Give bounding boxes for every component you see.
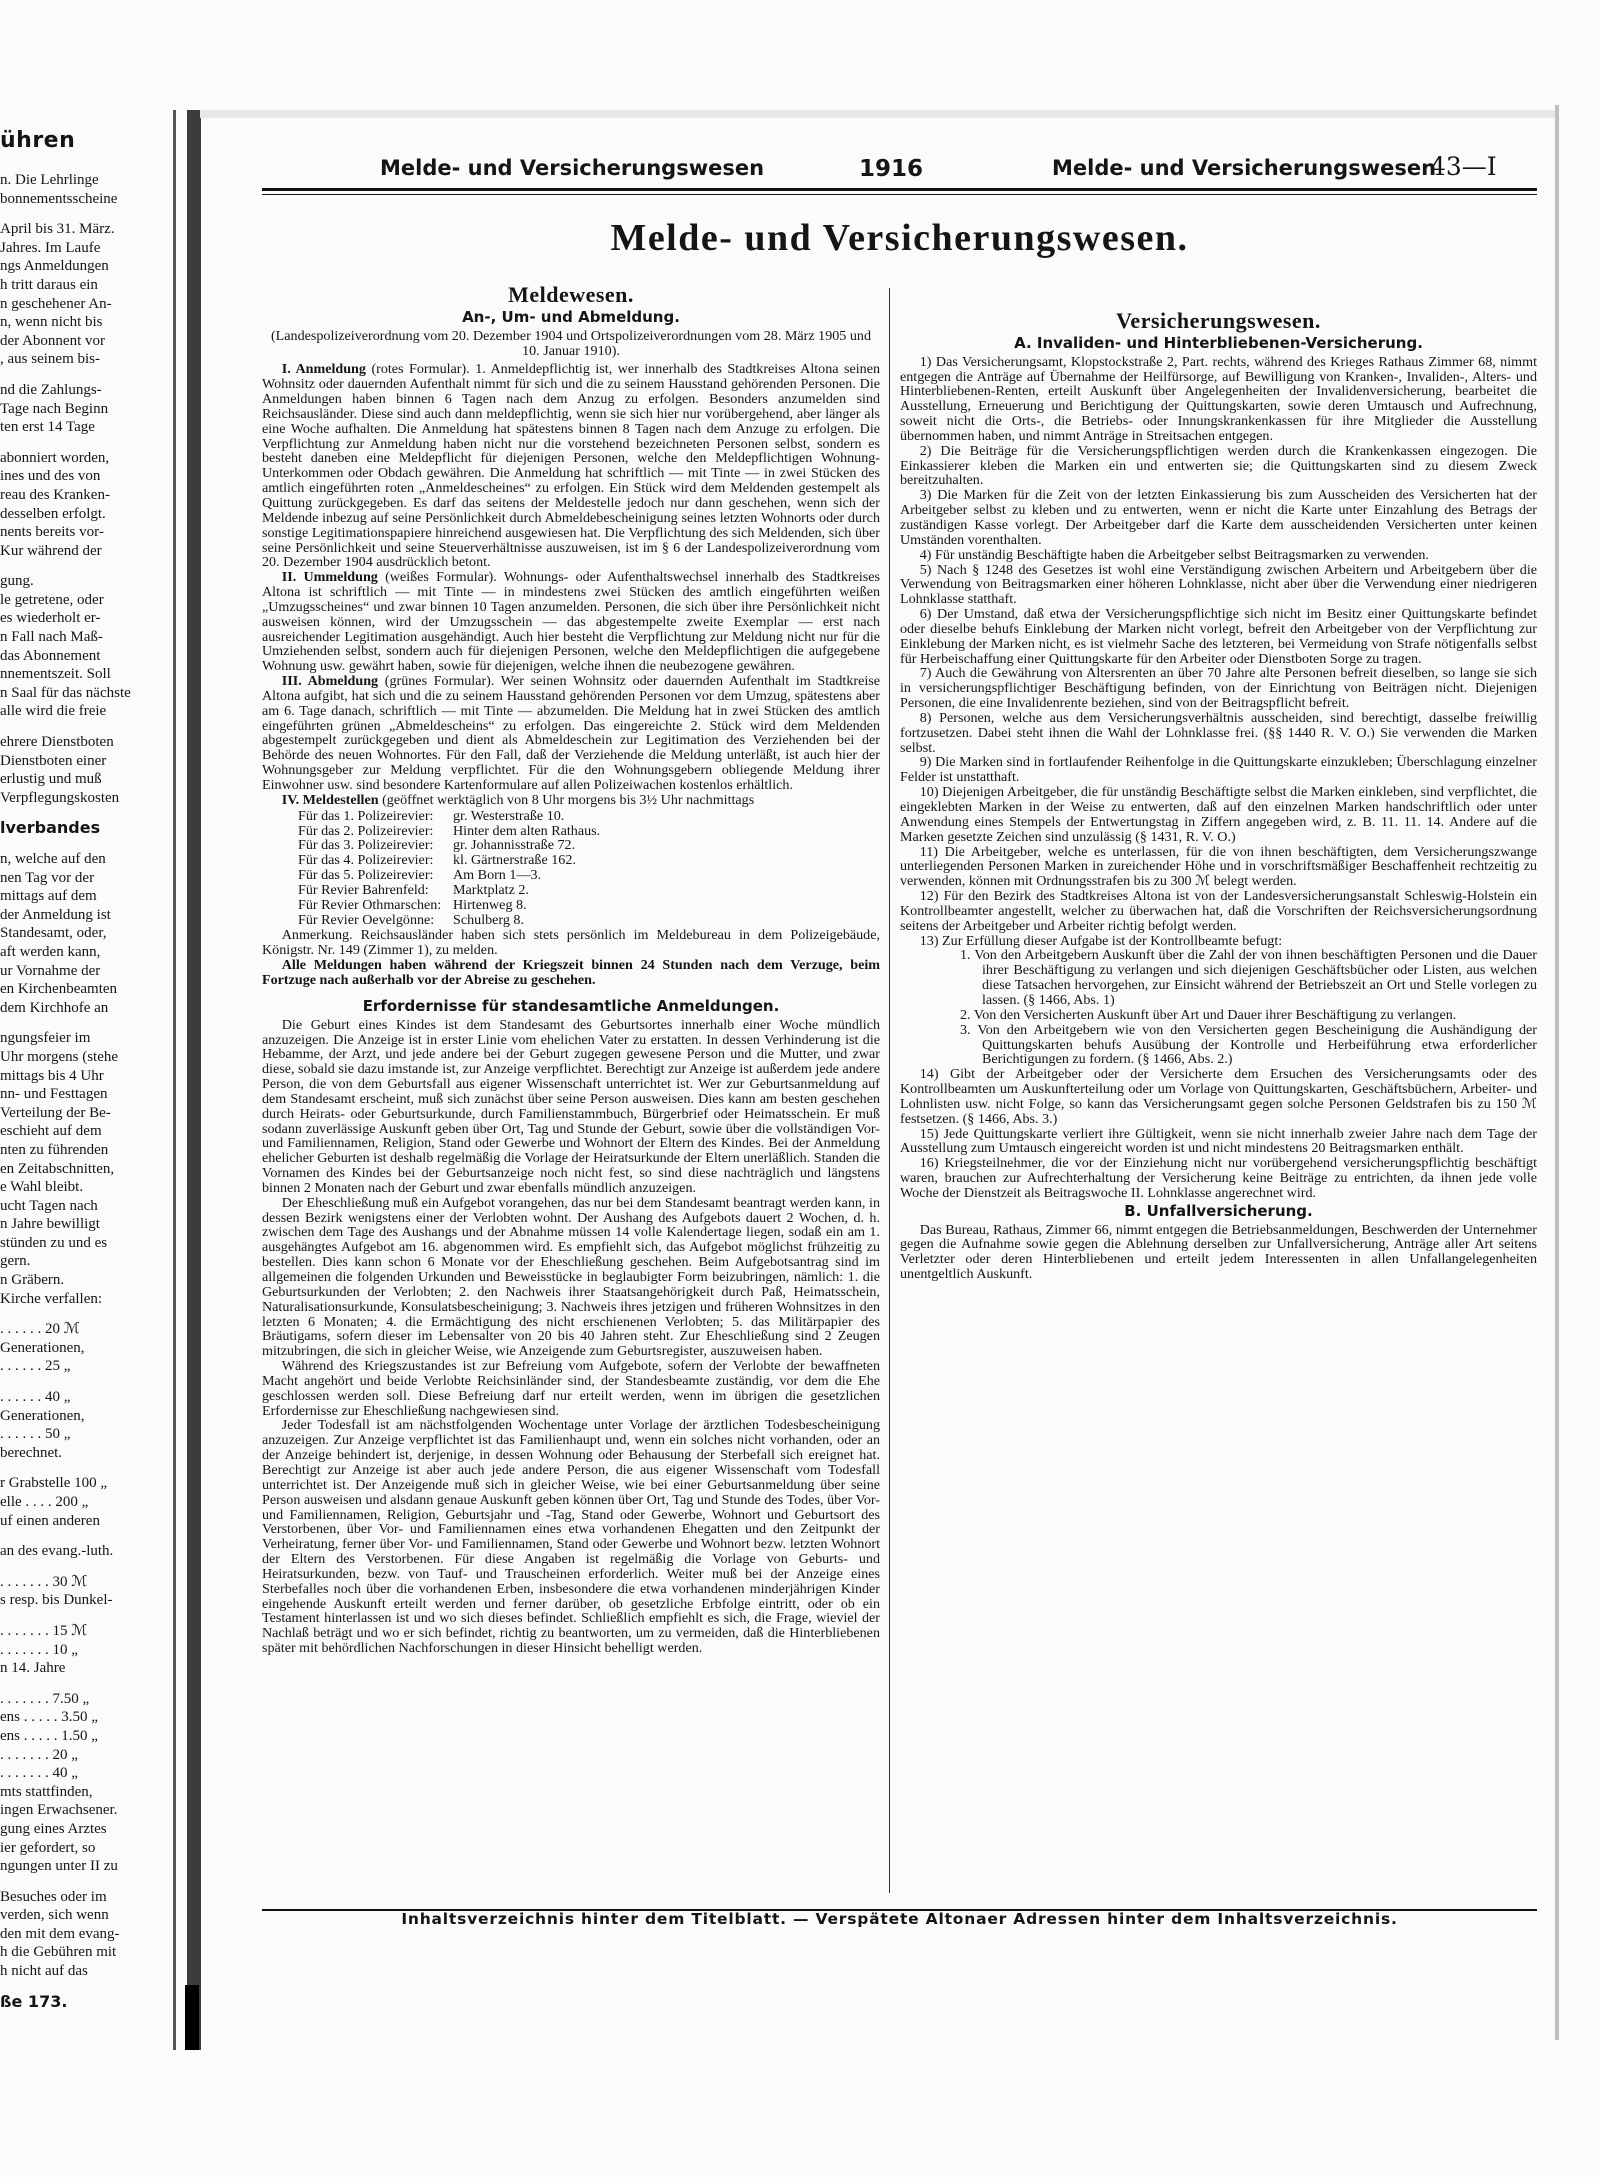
left-page-line: n Fall nach Maß- [0,629,103,646]
meldestelle-address: Hinter dem alten Rathaus. [453,822,601,839]
versicherung-items-continued [900,1067,1537,1201]
left-page-line: elle . . . . 200 „ [0,1494,89,1510]
left-page-line: ens . . . . . 3.50 „ [0,1709,98,1726]
meldestelle-row [298,898,880,913]
header-left-title: Melde- und Versicherungswesen [380,156,765,180]
left-page-line: Verteilung der Be- [0,1104,111,1121]
left-page-line: . . . . . . 25 „ [0,1358,71,1375]
meldestelle-row [298,883,880,898]
left-page-line: uf einen anderen [0,1512,100,1529]
left-page-line: verden, sich wenn [0,1907,109,1924]
left-page-line: an des evang.-luth. [0,1543,114,1560]
subheading-standesamt: Erfordernisse für standesamtliche Anmeldungen. [362,996,780,1015]
left-page-line: bonnementsscheine [0,190,118,207]
left-page-lines [0,171,187,2011]
versicherung-item: 8) Personen, welche aus dem Versicherungsverhältnis ausscheiden, sind berechtigt, dasselbe freiwillig fortzusetzen. Dabei steht ihnen die Wahl der Lohnklasse frei. (§§ 1440 R. V. O.) Sie verwenden die Marken selbst. [900,709,1537,756]
page-title: Melde- und Versicherungswesen. [610,217,1189,259]
header-rule-thick [262,188,1537,191]
meldestelle-name: Für das 5. Polizeirevier: [298,867,434,884]
versicherung-item: 16) Kriegsteilnehmer, die vor der Einziehung nicht nur vorübergehend versicherungspflichtig beschäftigt waren, brauchen zur Aufrechterhaltung der Versicherung keine Beiträge zu entrichten, da ihnen jede volle Woche der Dienstzeit als Beitragswoche II. Lohnklasse angerechnet wird. [900,1155,1537,1201]
left-page-line: alle wird die freie [0,703,107,720]
column-right [900,288,1537,1895]
left-page-line: April bis 31. März. [0,221,115,238]
left-page-fragment [0,128,187,2011]
left-page-line: desselben erfolgt. [0,505,106,522]
versicherung-item: 14) Gibt der Arbeitgeber oder der Versicherte dem Ersuchen des Versicherungsamts oder des Kontrollbeamten um Auskunfterteilung oder um Vorlage von Quittungskarten, Geschäftsbüchern, Arbeiter- und Lohnlisten usw. nicht Folge, so kann das Versicherungsamt gegen solche Personen Geldstrafen bis zu 150 ℳ festsetzen. (§ 1466, Abs. 3.) [900,1066,1537,1127]
meldestelle-address: Marktplatz 2. [453,881,529,898]
section-heading-versicherungswesen: Versicherungswesen. [1116,308,1321,333]
left-page-line: nnementszeit. Soll [0,666,111,683]
meldestelle-row [298,868,880,883]
meldestelle-name: Für das 3. Polizeirevier: [298,837,434,854]
left-page-line: s resp. bis Dunkel- [0,1592,113,1609]
paragraph-kriegszustand: Während des Kriegszustandes ist zur Befreiung vom Aufgebote, sofern der Verlobte der bewaffneten Macht angehört und beide Verlobte Reichsinländer sind, der Standesbeamte zuständig, vor dem die Ehe geschlossen werden soll. Diese Befreiung darf nur erteilt werden, wenn im übrigen die gesetzlichen Erfordernisse zur Eheschließung nachgewiesen sind. [262,1358,880,1419]
paragraph-eheschliessung: Der Eheschließung muß ein Aufgebot vorangehen, das nur bei dem Standesamt beantragt werden kann, in dessen Bezirk wenigstens einer der Verlobten wohnt. Der Aushang des Aufgebots dauert 2 Wochen, d. h. zwischen dem Tage des Aushangs und der Abnahme müssen 14 volle Kalendertage liegen, sodaß ein am 1. ausgehängtes Aufgebot am 16. abgenommen wird. Es empfiehlt sich, das Aufgebot möglichst frühzeitig zu bestellen. Dies kann schon 6 Monate vor der Eheschließung geschehen. Beim Aufgebotsantrag sind im allgemeinen die folgenden Urkunden und Beweisstücke in beglaubigter Form beizubringen, nämlich: 1. die Geburtsurkunden der Verlobten; 2. den Nachweis ihrer Staatsangehörigkeit durch Paß, Heimatsschein, Naturalisationsurkunde, Konsulatsbescheinigung; 3. Nachweis ihres jetzigen und früheren Wohnsitzes in den letzten 6 Monaten; 4. die Ermächtigung des nicht erschienenen Verlobten; 5. das Militärpapier des Bräutigams, sofern dieser im Lebensalter von 20 bis 40 Jahren steht. Zur Eheschließung sind 2 Zeugen mitzubringen, die sich in gleicher Weise, wie Anzeigende zum Geburtsregister, auszuweisen haben. [262,1194,880,1360]
left-page-line: Generationen, [0,1407,85,1424]
meldestellen-list [298,809,880,928]
meldestelle-address: gr. Johannisstraße 72. [453,837,576,854]
left-page-line: r Grabstelle 100 „ [0,1475,108,1492]
note-reichsauslaender: Anmerkung. Reichsausländer haben sich stets persönlich im Meldebureau in dem Polizeigebäude, Königstr. Nr. 149 (Zimmer 1), zu melden. [262,927,880,959]
versicherung-item: 3) Die Marken für die Zeit von der letzten Einkassierung bis zum Ausscheiden des Versicherten hat der Arbeitgeber selbst zu kleben und zu entwerten, wenn er nicht die Karte unter Einzahlung des Betrags der zuständigen Kasse vorlegt. Der Arbeitgeber darf die Karte dem ausscheidenden Versicherten unter keinen Umständen vorenthalten. [900,487,1537,548]
main-page [262,150,1537,2010]
meldestelle-address: Am Born 1—3. [453,867,542,884]
left-page-line: gern. [0,1253,31,1270]
versicherung-item: 11) Die Arbeitgeber, welche es unterlassen, für die von ihnen beschäftigten, dem Versicherungszwange unterliegenden Personen Marken in zureichender Höhe und in vorschriftsmäßiger Beschaffenheit rechtzeitig zu verwenden, können mit Ordnungsstrafen bis zu 300 ℳ belegt werden. [900,843,1537,890]
left-page-line: . . . . . . 40 „ [0,1389,71,1406]
left-page-line: n geschehener An- [0,295,112,312]
left-page-line: nd die Zahlungs- [0,381,102,398]
left-page-line: . . . . . . 50 „ [0,1426,71,1443]
left-page-line: ucht Tagen nach [0,1197,98,1214]
header-year: 1916 [859,156,924,182]
left-page-line: , aus seinem bis- [0,351,100,368]
meldestelle-name: Für Revier Othmarschen: [298,896,442,913]
left-page-line: ingen Erwachsener. [0,1802,118,1819]
left-page-line: gung. [0,573,34,590]
left-page-line: stünden zu und es [0,1234,108,1251]
versicherung-item: 5) Nach § 1248 des Gesetzes ist wohl eine Verständigung zwischen Arbeitern und Arbeitgebern über die Verwendung von Beitragsmarken einer höheren Lohnklasse, nicht aber über die Verwendung einer niedrigeren Lohnklasse statthaft. [900,561,1537,608]
left-page-line: h die Gebühren mit [0,1944,117,1961]
left-page-heading: ühren [0,128,76,153]
section-heading-meldewesen: Meldewesen. [508,282,634,307]
left-page-line: . . . . . . . 7.50 „ [0,1690,90,1707]
paragraph-anmeldung [262,362,880,570]
meldestelle-row [298,809,880,824]
meldestelle-name: Für das 2. Polizeirevier: [298,822,434,839]
left-page-line: ten erst 14 Tage [0,419,95,436]
meldestelle-row [298,913,880,928]
left-page-line: en Zeitabschnitten, [0,1160,115,1177]
left-page-line: der Anmeldung ist [0,906,111,923]
versicherung-item: 7) Auch die Gewährung von Altersrenten an über 70 Jahre alte Personen befreit dieselben, so lange sie sich in versicherungspflichtiger Beschäftigung befinden, von der Einrichtung von Beiträgen nicht. Diejenigen Personen, die eine Invalidenrente beziehen, sind von der Beitragspflicht befreit. [900,665,1537,712]
column-divider [889,288,890,1893]
left-page-line: e Wahl bleibt. [0,1179,84,1196]
book-spine-shadow [187,110,201,2050]
left-page-line: erlustig und muß [0,771,102,788]
left-page-line: nents bereits vor- [0,524,104,541]
note-kriegszeit: Alle Meldungen haben während der Kriegszeit binnen 24 Stunden nach dem Verzuge, beim Fortzuge nach außerhalb vor der Abreise zu geschehen. [262,957,880,988]
left-page-line: nn- und Festtagen [0,1086,108,1103]
footer-note: Inhaltsverzeichnis hinter dem Titelblatt. — Verspätete Altonaer Adressen hinter dem Inhaltsverzeichnis. [401,1910,1398,1928]
header-right-title: Melde- und Versicherungswesen [1052,156,1437,180]
left-page-line: . . . . . . . 20 „ [0,1746,78,1763]
page-top-shade [200,110,1555,118]
left-page-line: ur Vornahme der [0,962,101,979]
versicherung-item: 1. Von den Arbeitgebern Auskunft über die Zahl der von ihnen beschäftigten Personen und die Dauer ihrer Beschäftigung zu verlangen und sich diejenigen Geschäftsbücher oder Listen, aus welchen diese Tatsachen hervorgehen, zur Einsicht während der Betriebszeit an Ort und Stelle vorlegen zu lassen. (§ 1466, Abs. 1) [960,947,1537,1008]
subheading-invaliden-versicherung: A. Invaliden- und Hinterbliebenen-Versicherung. [1014,333,1423,352]
left-page-line: reau des Kranken- [0,486,110,503]
left-page-line: nen Tag vor der [0,869,95,886]
lead-meldestellen: IV. Meldestellen [281,791,379,808]
left-page-line: nten zu führenden [0,1141,109,1158]
meldestelle-address: kl. Gärtnerstraße 162. [453,852,576,869]
left-page-line: Verpflegungskosten [0,789,120,806]
text-anmeldung: (rotes Formular). 1. Anmeldepflichtig ist, wer innerhalb des Stadtkreises Altona seinen Wohnsitz oder dauernden Aufenthalt nimmt für sich und die zu seinem Hausstand gehörenden Personen. Die Anmeldungen haben binnen 6 Tagen nach dem Anzug zu erfolgen. Besonders anzumelden sind Reichsausländer. Diese sind auch dann meldepflichtig, wenn sie sich hier nur vorübergehend, aber länger als eine Woche aufhalten. Die Anmeldung hat spätestens binnen 8 Tagen nach dem Anzuge zu erfolgen. Die Verpflichtung zur Anmeldung haben nicht nur die vorstehend bezeichneten Personen selbst, sondern es besteht daneben eine Meldepflicht für diejenigen Personen, welche den Meldepflichtigen Wohnung-Unterkommen oder Obdach gewähren. Die Anmeldung hat schriftlich — mit Tinte — in zwei Stücken des amtlich eingeführten roten „Anmeldescheines“ zu erfolgen. Ein Stück wird dem Meldenden gestempelt als Quittung zurückgegeben. Es darf das seitens der Meldestelle jedoch nur dann geschehen, wenn sich der Meldende inbezug auf seine Persönlichkeit durch Abmeldebescheinigung seines letzten Wohnorts oder durch sonstige Legitimationspapiere hinreichend ausgewiesen hat. Die Verpflichtung des sich Meldenden, sich über seine Persönlichkeit und seine Steuerverhältnisse auszuweisen, ist im § 6 der Landespolizeiverordnung vom 20. Dezember 1904 ausdrücklich betont. [262,361,880,571]
lead-ummeldung: II. Ummeldung [281,569,378,586]
meldestelle-row [298,838,880,853]
left-page-line: . . . . . . . 40 „ [0,1765,78,1782]
versicherung-item: 10) Diejenigen Arbeitgeber, die für unständig Beschäftigte selbst die Marken einkleben, sind verpflichtet, die eingeklebten Marken in der Weise zu entwerten, daß auf den einzelnen Marken handschriftlich oder unter Anwendung eines Stempels der Entwertungstag in Ziffern angegeben wird, z. B. 11. 11. 14. Andere auf die Marken gesetzte Zeichen sind unzulässig (§ 1431, R. V. O.) [900,784,1537,845]
meldestelle-row [298,824,880,839]
left-page-line: dem Kirchhofe an [0,999,109,1016]
subheading-unfallversicherung: B. Unfallversicherung. [1124,1201,1313,1220]
paragraph-geburt: Die Geburt eines Kindes ist dem Standesamt des Geburtsortes innerhalb einer Woche mündlich anzuzeigen. Die Anzeige ist in erster Linie vom ehelichen Vater zu erstatten. In dessen Verhinderung ist die Hebamme, der Arzt, und jede andere bei der Geburt zugegen gewesene Person und die Mutter, und zwar diese, sobald sie dazu imstande ist, zur Anzeige verpflichtet. Berechtigt zur Anzeige ist außerdem jede andere Person, die von dem Geburtsfall aus eigener Wissenschaft unterrichtet ist. Wer zur Geburtsanmeldung auf dem Standesamt erscheint, muß sich zunächst über seine Person ausweisen. Dies kann am besten geschehen durch Heirats- oder Geburtsurkunde, durch Familienstammbuch, Bürgerbrief oder Heimatsschein. Er muß sodann zuverlässige Auskunft geben über Ort, Tag und Stunde der Geburt, sowie über die vollständigen Vor- und Familiennamen, Religion, Stand oder Gewerbe und Wohnort der Eltern des Kindes. Bei der Anmeldung ehelicher Geburten ist deshalb regelmäßig die Vorlage der Heiratsurkunde der Eltern unerläßlich. Standen die Vornamen des Kindes bei der Geburtsanzeige noch nicht fest, so sind diese nachträglich und längstens binnen 2 Monaten nach der Geburt und zwar ebenfalls mündlich anzuzeigen. [262,1016,880,1196]
book-gutter-line [173,110,176,2050]
paragraph-todesfall-start: Jeder Todesfall ist am nächstfolgenden Wochentage unter Vorlage der ärztlichen Todesbescheinigung anzuzeigen. Zur Anzeige verpflichtet ist das Familienhaupt und, wenn ein solches nicht vorhanden, oder an der Anzeige behindert ist, derjenige, in dessen Wohnung oder Behausung der Sterbefall sich ereignet hat. Berechtigt zur Anzeige ist aber auch jede andere Person, die aus eigener Wissenschaft vom Todesfall unterrichtet ist. Der Anzeigende muß sich in gleicher Weise, wie bei einer Geburtsanmeldung über seine Person ausweisen und alsdann genaue Auskunft geben können über Ort, Tag und Stunde des Todes, über Vor- und Familiennamen, Religion, Geburtsjahr und -Tag, Stand oder Gewerbe, Wohnort und Geburtsort des Verstorbenen, über Vor- und Familiennamen eines etwa vorhandenen Ehegatten und den Zeitpunkt der Verheiratung, ferner über Vor- und Familiennamen, Stand oder Gewerbe und Wohnort bezw. letzten Wohnort der Eltern des Verstorbenen. Für diese Angaben ist regelmäßig die Vorlage von Geburts- und Heiratsurkunden, bezw. von Tauf- und Trauscheinen erforderlich. Weiter muß bei der Anzeige eines Sterbefalles noch über die vorhandenen Erben, insbesondere die etwa vorhandenen minderjährigen Kinder eingehende Auskunft erteilt werden und ferner darüber, ob gesetzliche Erbfolge eintritt, oder ob ein Testament hinterlassen ist und wo sich dieses befindet. Schließlich empfiehlt es sich, die Frage, wieviel der Nachlaß beträgt und wo er sich befindet, richtig zu beantworten, um zu vermeiden, daß die Hinterbliebenen später mit behördlichen Nachforschungen in dieser Hinsicht behelligt werden. [262,1417,880,1657]
left-page-line: den mit dem evang- [0,1925,120,1942]
left-page-line: n. Die Lehrlinge [0,172,99,188]
left-page-line: n, welche auf den [0,851,106,867]
meldestelle-address: Schulberg 8. [453,911,524,928]
left-page-line: Kur während der [0,542,102,559]
meldestelle-name: Für Revier Oevelgönne: [298,911,435,928]
left-page-line: le getretene, oder [0,591,104,608]
left-page-line: . . . . . . . 15 ℳ [0,1622,88,1639]
lead-abmeldung: III. Abmeldung [281,673,379,690]
subheading-an-um-abmeldung: An-, Um- und Abmeldung. [462,307,680,326]
paragraph-abmeldung [262,674,880,793]
left-page-line: abonniert worden, [0,449,110,466]
kontrollbeamte-befugnisse [900,948,1537,1067]
versicherung-item: 13) Zur Erfüllung dieser Aufgabe ist der Kontrollbeamte befugt: [919,932,1283,949]
left-page-line: ngungen unter II zu [0,1858,118,1875]
left-page-line: es wiederholt er- [0,610,101,627]
versicherung-item: 9) Die Marken sind in fortlaufender Reihenfolge in die Quittungskarte einzukleben; Überschlagung einzelner Felder ist unstatthaft. [900,754,1537,786]
paragraph-ummeldung [262,570,880,674]
left-page-line: n Jahre bewilligt [0,1216,100,1233]
left-page-line: Standesamt, oder, [0,925,107,942]
text-meldestellen: (geöffnet werktäglich von 8 Uhr morgens bis 3½ Uhr nachmittags [382,791,755,808]
left-page-line: Generationen, [0,1339,85,1356]
versicherung-item: 1) Das Versicherungsamt, Klopstockstraße 2, Part. rechts, während des Krieges Rathaus Zimmer 68, nimmt entgegen die Anträge auf Übernahme der Heilfürsorge, auf Bewilligung von Kranken-, Invaliden-, Alters- und Hinterbliebenen-Renten, erteilt Auskunft über Angelegenheiten der Invalidenversicherung, bearbeitet die Ausstellung, Erneuerung und Berichtigung der Quittungskarten, sowie deren Umtausch und Aufrechnung, soweit nicht die Orts-, die Betriebs- oder Innungskrankenkassen für ihre Mitglieder die Ausstellung übernommen haben, und nimmt Anträge in Streitsachen entgegen. [900,353,1537,444]
text-ummeldung: (weißes Formular). Wohnungs- oder Aufenthaltswechsel innerhalb des Stadtkreises Altona ist schriftlich — mit Tinte — in mindestens zwei Stücken des amtlich eingeführten weißen „Umzugsscheines“ und zwar binnen 10 Tagen anzumelden. Personen, die sich über ihre Persönlichkeit nicht ausweisen können, wird der Umzugsschein — das abgestempelte zweite Exemplar — erst nach ausreichender Legitimation ausgehändigt. Auch hier besteht die Verpflichtung zur Meldung nicht nur für die Umziehenden selbst, sondern auch für diejenigen Personen, welche den Meldepflichtigen die aufgegebene Wohnung usw. gewährt haben, sowie für diejenigen, welche ihnen die neubezogene gewähren. [262,569,880,675]
meldestelle-row [298,853,880,868]
running-header [262,150,1537,186]
left-page-line: ier gefordert, so [0,1839,96,1856]
paragraph-meldestellen [262,793,880,808]
text-abmeldung: (grünes Formular). Wer seinen Wohnsitz oder dauernden Aufenthalt im Stadtkreise Altona aufgibt, hat sich und die zu seinem Hausstand gehörenden Personen vor dem Umzug, spätestens aber am 6. Tage danach, schriftlich — mit Tinte — abzumelden. Die Meldung hat in zwei Stücken des amtlich eingeführten grünen „Abmeldescheins“ zu erfolgen. Das eingereichte 2. Stück wird dem Meldenden abgestempelt zurückgegeben und dient als Abmeldeschein zur Legitimation des Verziehenden bei der Behörde des neuen Wohnortes. Für den Fall, daß der Verziehende die Meldung unterläßt, ist auch hier der Wohnungsgeber zur Meldung verpflichtet. Für die den Wohnungsgebern obliegende Meldung ihrer Einwohner usw. sind besondere Kartenformulare auf allen Polizeiwachen kostenlos erhältlich. [262,673,880,793]
left-page-line: Dienstboten einer [0,752,107,769]
left-page-line: n 14. Jahre [0,1660,66,1677]
versicherung-item: 6) Der Umstand, daß etwa der Versicherungspflichtige sich nicht im Besitz einer Quittungskarte befindet oder dieselbe behufs Einklebung der Marken nicht vorlegt, befreit den Arbeitgeber von der Verpflichtung zur Einklebung der Marken nicht, es ist vielmehr Sache des letzteren, bei Vermeidung von Strafe nötigenfalls selbst für Herbeischaffung einer Quittungskarte für den Arbeiter oder Dienstboten Sorge zu tragen. [900,606,1537,667]
versicherung-item: 12) Für den Bezirk des Stadtkreises Altona ist von der Landesversicherungsanstalt Schleswig-Holstein ein Kontrollbeamter angestellt, welcher zu überwachen hat, daß die Vorschriften der Reichsversicherungsordnung seitens der Arbeitgeber und Arbeiter richtig befolgt werden. [900,888,1537,934]
left-page-line: ngungsfeier im [0,1030,91,1047]
book-spine-end [185,1985,199,2050]
versicherung-item: 2. Von den Versicherten Auskunft über Art und Dauer ihrer Beschäftigung zu verlangen. [960,1006,1457,1023]
left-page-line: Tage nach Beginn [0,400,109,417]
meldestelle-address: gr. Westerstraße 10. [453,807,565,824]
left-page-line: lverbandes [0,818,101,838]
left-page-line: mittags bis 4 Uhr [0,1067,104,1084]
versicherung-item: 3. Von den Arbeitgebern wie von den Versicherten gegen Bescheinigung die Aushändigung der Quittungskarten behufs Ausübung der Kontrolle und Herbeiführung etwa erforderlicher Berichtigungen zu fordern. (§ 1466, Abs. 2.) [960,1021,1537,1068]
meldestelle-address: Hirtenweg 8. [453,896,527,913]
header-rule-thin [262,194,1537,195]
left-page-line: . . . . . . 20 ℳ [0,1321,80,1338]
left-page-line: ens . . . . . 1.50 „ [0,1727,98,1744]
left-page-line: Uhr morgens (stehe [0,1048,119,1065]
left-page-line: der Abonnent vor [0,332,105,349]
meldestelle-name: Für Revier Bahrenfeld: [298,881,429,898]
left-page-line: n Saal für das nächste [0,684,131,701]
left-page-line: n, wenn nicht bis [0,314,103,331]
left-page-line: n Gräbern. [0,1272,65,1289]
left-page-line: . . . . . . . 10 „ [0,1641,78,1658]
column-left [262,282,880,1895]
page-number: 43—I [1430,152,1497,181]
versicherung-items [900,355,1537,949]
left-page-line: aft werden kann, [0,943,101,960]
left-page-line: h tritt daraus ein [0,276,98,293]
versicherung-item: 15) Jede Quittungskarte verliert ihre Gültigkeit, wenn sie nicht innerhalb zweier Jahre nach dem Tage der Ausstellung zum Umtausch eingereicht worden ist und nicht mindestens 20 Beitragsmarken enthält. [900,1125,1537,1157]
left-page-line: Jahres. Im Laufe [0,239,101,256]
left-page-line: ße 173. [0,1991,68,2011]
left-page-line: ngs Anmeldungen [0,258,109,275]
left-page-line: berechnet. [0,1444,63,1461]
left-page-line: gung eines Arztes [0,1820,107,1837]
meldestelle-name: Für das 1. Polizeirevier: [298,807,434,824]
left-page-line: . . . . . . . 30 ℳ [0,1573,88,1590]
left-page-line: Kirche verfallen: [0,1290,103,1307]
versicherung-item: 2) Die Beiträge für die Versicherungspflichtigen werden durch die Krankenkassen eingezogen. Die Einkassierer kleben die Marken ein und entwerten sie; die Quittungskarten sind zu diesem Zweck bereitzuhalten. [900,442,1537,489]
left-page-line: h nicht auf das [0,1963,88,1980]
versicherung-item: 4) Für unständig Beschäftigte haben die Arbeitgeber selbst Beitragsmarken zu verwenden. [919,546,1429,563]
page-right-edge [1555,105,1559,2040]
paragraph-unfallversicherung: Das Bureau, Rathaus, Zimmer 66, nimmt entgegen die Betriebsanmeldungen, Beschwerden der Unternehmer gegen die Aufnahme sowie gegen die Ablehnung derselben zur Unfallversicherung, Anträge aller Art seitens Verletzter oder deren Hinterbliebenen und erteilt jedem Interessenten in allen Unfallangelegenheiten unentgeltlich Auskunft. [900,1221,1537,1283]
left-page-line: Besuches oder im [0,1888,107,1905]
left-page-line: das Abonnement [0,647,101,664]
lead-anmeldung: I. Anmeldung [281,361,366,378]
ordinance-reference: (Landespolizeiverordnung vom 20. Dezember 1904 und Ortspolizeiverordnungen vom 28. März 1905 und 10. Januar 1910). [270,327,871,359]
left-page-line: ehrere Dienstboten [0,734,114,751]
left-page-line: mts stattfinden, [0,1783,93,1800]
left-page-line: eschieht auf dem [0,1123,102,1140]
meldestelle-name: Für das 4. Polizeirevier: [298,852,434,869]
left-page-line: ines und des von [0,468,101,485]
left-page-line: en Kirchenbeamten [0,981,118,998]
left-page-line: mittags auf dem [0,888,97,905]
